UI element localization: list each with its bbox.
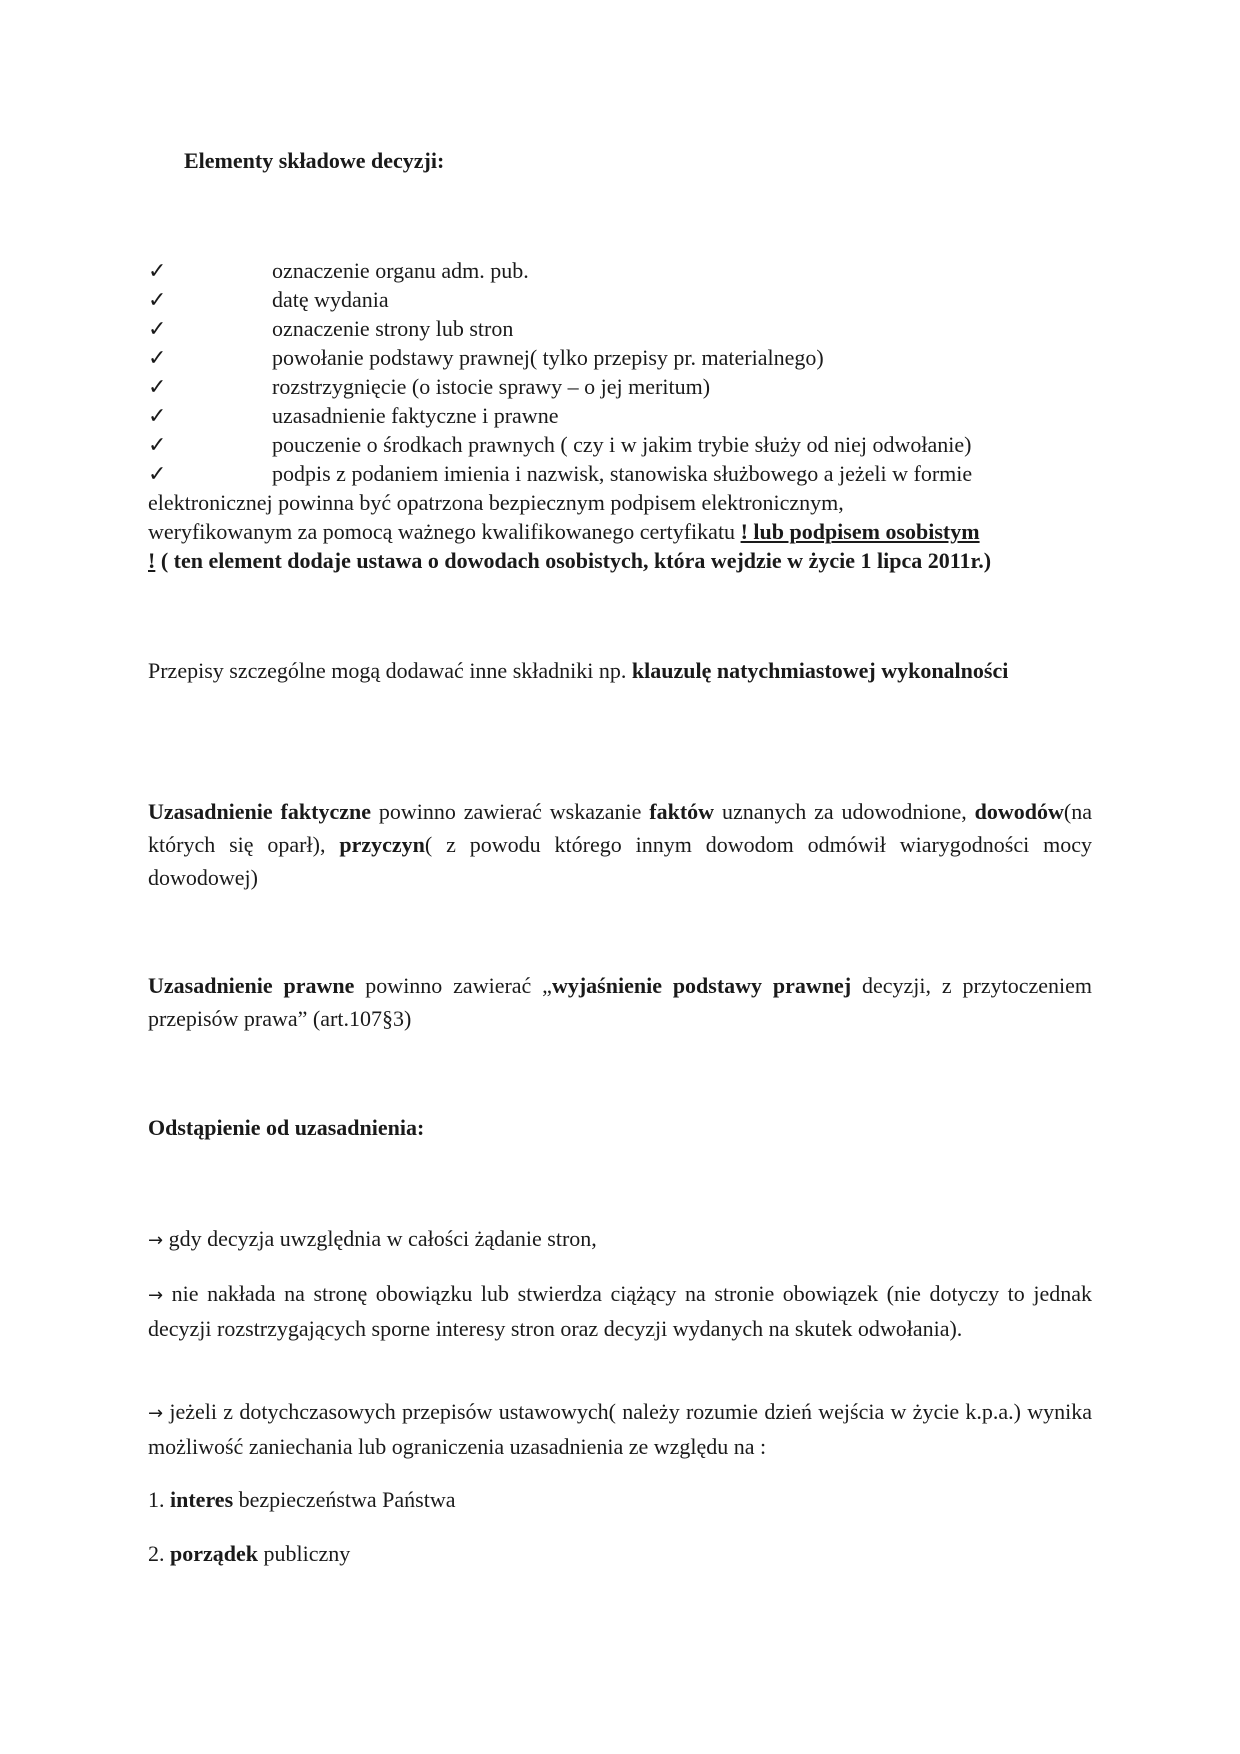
- checkmark-icon: ✓: [148, 258, 167, 283]
- checkmark-icon: ✓: [148, 403, 167, 428]
- numbered-item: 1. interes bezpieczeństwa Państwa: [148, 1487, 456, 1512]
- waiver-item: → nie nakłada na stronę obowiązku lub stwierdza ciążący na stronie obowiązek (nie dotyczy to jednak decyzji rozstrzygających sporne interesy stron oraz decyzji wydanych na skutek odwołania).: [148, 1281, 1092, 1341]
- checkmark-icon: ✓: [148, 432, 167, 457]
- arrow-right-icon: →: [148, 1230, 164, 1251]
- arrow-right-icon: →: [148, 1403, 164, 1424]
- document-page: Elementy składowe decyzji: ✓ oznaczenie organu adm. pub. ✓ datę wydania ✓ oznaczenie strony lub stron ✓ powołanie podstawy prawnej( tylko przepisy pr. materialnego) ✓ rozstrzygnięcie (o istocie sprawy – o jej meritum) ✓ uzasadnienie faktyczne i prawne ✓ pouczenie o środkach prawnych ( czy i w jakim trybie służy od niej odwołanie) ✓ podpis z podaniem imienia i nazwisk, stanowiska służbowego a jeżeli w formie elektronicznej powinna być opatrzona bezpiecznym podpisem elektronicznym, weryfikowanym za pomocą ważnego kwalifikowanego certyfikatu ! lub podpisem osobistym ! ( ten element dodaje ustawa o dowodach osobistych, która wejdzie w życie 1 lipca 2011r.) Przepisy szczególne mogą dodawać inne składniki np. klauzulę natychmiastowej wykonalności Uzasadnienie faktyczne powinno zawierać wskazanie faktów uznanych za udowodnione, dowodów(na których się oparł), przyczyn( z powodu którego innym dowodom odmówił wiarygodności mocy dowodowej) Uzasadnienie prawne powinno zawierać „wyjaśnienie podstawy prawnej decyzji, z przytoczeniem przepisów prawa” (art.107§3) Odstąpienie od uzasadnienia: → gdy decyzja uwzględnia w całości żądanie stron, → nie nakłada na stronę obowiązku lub stwierdza ciążący na stronie obowiązek (nie dotyczy to jednak decyzji rozstrzygających sporne interesy stron oraz decyzji wydanych na skutek odwołania). → jeżeli z dotychczasowych przepisów ustawowych( należy rozumie dzień wejścia w życie k.p.a.) wynika możliwość zaniechania lub ograniczenia uzasadnienia ze względu na : 1. interes bezpieczeństwa Państwa 2. porządek publiczny: [0, 0, 1240, 1754]
- checkmark-icon: ✓: [148, 345, 167, 370]
- legal-justification-paragraph: Uzasadnienie prawne powinno zawierać „wyjaśnienie podstawy prawnej decyzji, z przytoczeniem przepisów prawa” (art.107§3): [148, 973, 1092, 1031]
- checkmark-icon: ✓: [148, 461, 167, 486]
- checkmark-icon: ✓: [148, 374, 167, 399]
- signature-continuation: elektronicznej powinna być opatrzona bezpiecznym podpisem elektronicznym, weryfikowanym za pomocą ważnego kwalifikowanego certyfikatu ! lub podpisem osobistym ! ( ten element dodaje ustawa o dowodach osobistych, która wejdzie w życie 1 lipca 2011r.): [148, 490, 992, 573]
- checkmark-icon: ✓: [148, 316, 167, 341]
- waiver-item: → jeżeli z dotychczasowych przepisów ustawowych( należy rozumie dzień wejścia w życie k.p.a.) wynika możliwość zaniechania lub ograniczenia uzasadnienia ze względu na :: [148, 1399, 1092, 1459]
- special-provisions-paragraph: Przepisy szczególne mogą dodawać inne składniki np. klauzulę natychmiastowej wykonalności: [148, 658, 1009, 683]
- personal-signature-note: ! lub podpisem osobistym: [740, 519, 980, 544]
- waiver-heading: Odstąpienie od uzasadnienia:: [148, 1115, 425, 1140]
- factual-justification-paragraph: Uzasadnienie faktyczne powinno zawierać wskazanie faktów uznanych za udowodnione, dowodów(na których się oparł), przyczyn( z powodu którego innym dowodom odmówił wiarygodności mocy dowodowej): [148, 799, 1093, 890]
- waiver-item: → gdy decyzja uwzględnia w całości żądanie stron,: [148, 1226, 597, 1251]
- numbered-item: 2. porządek publiczny: [148, 1541, 351, 1566]
- checkmark-icon: ✓: [148, 287, 167, 312]
- arrow-right-icon: →: [148, 1285, 164, 1306]
- page-title: Elementy składowe decyzji:: [184, 148, 445, 173]
